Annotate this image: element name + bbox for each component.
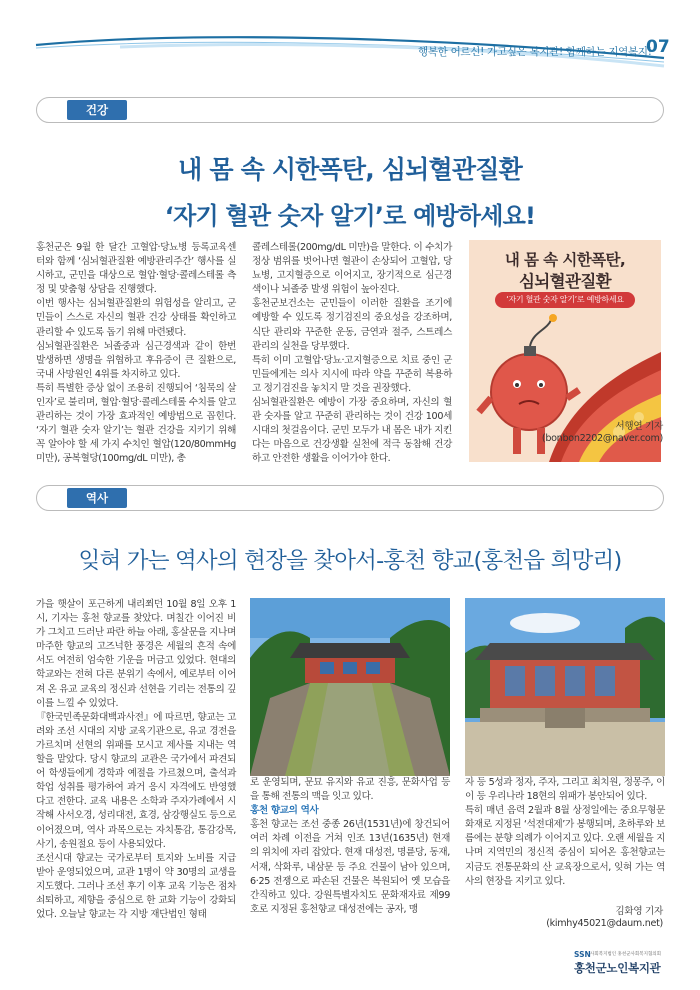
article1-column1 xyxy=(36,241,236,467)
paragraph: 『한국민족문화대백과사전』에 따르면, 향교는 고려와 조선 시대의 지방 교육기관으로, 유교 경전을 가르치며 선현의 위패를 모시고 제사를 지내는 역할을 맡았다. 당시 향교의 교관은 국가에서 파견되어 학생들에게 경학과 예절을 가르쳤으며, 출석과 학업 성취를 평가하여 과거 응시 자격에도 반영했다고 전한다. 교육 내용은 소학과 주자가례에서 시작해 사서오경, 성리대전, 효경, 삼강행실도 등으로 이어졌으며, 역사 과목으로는 자치통감, 통감강목, 사기, 송원절요 등이 사용되었다. xyxy=(36,711,236,850)
paragraph: 이번 행사는 심뇌혈관질환의 위험성을 알리고, 군민들이 스스로 자신의 혈관 건강 상태를 확인하고 관리할 수 있도록 돕기 위해 마련됐다. xyxy=(36,298,236,338)
article2-column1 xyxy=(36,598,236,922)
ssn-logo-subtitle: 사회복지법인 홍천군사회복지협의회 xyxy=(590,952,661,957)
subheading-history: 홍천 향교의 역사 xyxy=(250,805,319,817)
paragraph: 특히 이미 고혈압·당뇨·고지혈증으로 치료 중인 군민들에게는 의사 지시에 따라 약을 꾸준히 복용하고 정기검진을 놓치지 말 것을 권장했다. xyxy=(252,354,452,394)
article1-reporter: 서행연 기자 xyxy=(615,421,663,432)
paragraph: 홍천 향교는 조선 중종 26년(1531년)에 창건되어 여러 차례 이전을 거쳐 인조 13년(1635년) 현재의 위치에 자리 잡았다. 현재 대성전, 명륜당, 동재, 서재, 삭화루, 내삼문 등 주요 건물이 남아 있으며, 6·25 전쟁으로 파손된 건물은 복원되어 옛 모습을 간직하고 있다. 강원특별자치도 문화재자료 제99호로 지정된 홍천향교 대성전에는 공자, 맹 xyxy=(250,819,450,915)
article1-title-line1: 내 몸 속 시한폭탄, 심뇌혈관질환 xyxy=(178,155,522,184)
section-tag-health: 건강 xyxy=(67,100,127,120)
article1-title-line2: ‘자기 혈관 숫자 알기’로 예방하세요! xyxy=(164,202,536,230)
paragraph: 가을 햇살이 포근하게 내리쬐던 10월 8일 오후 1시, 기자는 홍천 향교를 찾았다. 며칠간 이어진 비가 그치고 드러난 파란 하늘 아래, 홍살문을 지나며 마주한 향교의 고즈넉한 풍경은 세월의 흔적 속에서도 여전히 엄숙한 기운을 머금고 있었다. 현대의 학교와는 전혀 다른 분위기 속에서, 예로부터 이어져 온 유교 교육의 정신과 선현을 기리는 전통의 깊이를 느낄 수 있었다. xyxy=(36,599,236,709)
header-slogan: 행복한 어르신! 가고싶은 복지관! 함께하는 지역복지! xyxy=(418,46,652,58)
poster-slogan: ‘자기 혈관 숫자 알기’로 예방하세요 xyxy=(495,292,635,308)
paragraph: 로 운영되며, 문묘 유지와 유교 진흥, 문화사업 등을 통해 전통의 맥을 잇고 있다. xyxy=(250,777,450,803)
daeseongjeon-photo xyxy=(465,598,665,776)
paragraph: 심뇌혈관질환은 뇌졸중과 심근경색과 같이 한번 발생하면 생명을 위협하고 후유증이 큰 질환으로, 국내 사망원인 4위를 차지하고 있다. xyxy=(36,340,236,380)
paragraph: 특히 매년 음력 2월과 8월 상정일에는 중요무형문화재로 지정된 ‘석전대제’가 봉행되며, 초하루와 보름에는 분향 의례가 이어지고 있다. 오랜 세월을 지나며 지역민의 정신적 중심이 되어온 홍천향교는 지금도 전통문화의 산 교육장으로서, 잊혀 가는 역사의 현장을 지키고 있다. xyxy=(465,805,665,887)
footer-logo xyxy=(574,950,664,986)
paragraph: 홍천군보건소는 군민들이 이러한 질환을 조기에 예방할 수 있도록 정기검진의 중요성을 강조하며, 식단 관리와 꾸준한 운동, 금연과 절주, 스트레스 관리의 실천을 당부했다. xyxy=(252,298,452,352)
article1-column2 xyxy=(252,241,452,467)
hyanggyo-gate-photo xyxy=(250,598,450,776)
paragraph: 콜레스테롤(200mg/dL 미만)을 말한다. 이 수치가 정상 범위를 벗어나면 혈관이 손상되어 고혈압, 당뇨병, 고지혈증으로 이어지고, 장기적으로 심근경색이나 뇌졸중 발생 위험이 높아진다. xyxy=(252,242,452,296)
article2-email: (kimhy45021@daum.net) xyxy=(546,918,663,929)
section-tag-history: 역사 xyxy=(67,488,127,508)
section-bar-health xyxy=(36,97,664,123)
paragraph: 조선시대 향교는 국가로부터 토지와 노비를 지급받아 운영되었으며, 교관 1명이 약 30명의 교생을 지도했다. 그러나 조선 후기 이후 교육 기능은 점차 쇠퇴하고, 제향을 중심으로 한 교화 기능이 강화되었다. 오늘날 향교는 각 지방 재단법인 형태 xyxy=(36,852,236,921)
ssn-logo-mark: SSN xyxy=(574,950,591,959)
article1-email: (bonbon2202@naver.com) xyxy=(541,433,663,444)
poster-title-line1: 내 몸 속 시한폭탄, xyxy=(504,251,626,269)
article2-title: 잊혀 가는 역사의 현장을 찾아서-홍천 향교(홍천읍 희망리) xyxy=(78,548,622,574)
paragraph: 자 등 5성과 정자, 주자, 그리고 최치원, 정몽주, 이이 등 우리나라 18현의 위패가 봉안되어 있다. xyxy=(465,777,665,803)
paragraph: 특히 특별한 증상 없이 조용히 진행되어 ‘침묵의 살인자’로 불리며, 혈압·혈당·콜레스테롤 수치를 알고 관리하는 것이 가장 효과적인 예방법으로 꼽힌다. ‘자기 혈관 숫자 알기’는 혈관 건강을 지키기 위해 꼭 알아야 할 세 가지 수치인 혈압(120/80mmHg 미만), 공복혈당(100mg/dL 미만), 총 xyxy=(36,382,236,465)
page-number: 07 xyxy=(646,37,670,57)
section-bar-history xyxy=(36,485,664,511)
poster-title-line2: 심뇌혈관질환 xyxy=(518,272,612,291)
organization-name: 홍천군노인복지관 xyxy=(574,961,661,975)
article2-column3 xyxy=(465,776,665,889)
article2-column2 xyxy=(250,776,450,917)
article2-reporter: 김화영 기자 xyxy=(615,906,663,917)
paragraph: 심뇌혈관질환은 예방이 가장 중요하며, 자신의 혈관 숫자를 알고 꾸준히 관리하는 것이 건강 100세 시대의 첫걸음이다. 군민 모두가 내 몸은 내가 지킨다는 마음으로 건강생활 실천에 적극 동참해 건강하고 안전한 생활을 이어가야 한다. xyxy=(252,397,452,465)
paragraph: 홍천군은 9월 한 달간 고혈압·당뇨병 등록교육센터와 함께 ‘심뇌혈관질환 예방관리주간’ 행사를 실시하고, 군민을 대상으로 혈압·혈당·콜레스테롤 측정 및 맞춤형 상담을 진행했다. xyxy=(36,242,236,296)
